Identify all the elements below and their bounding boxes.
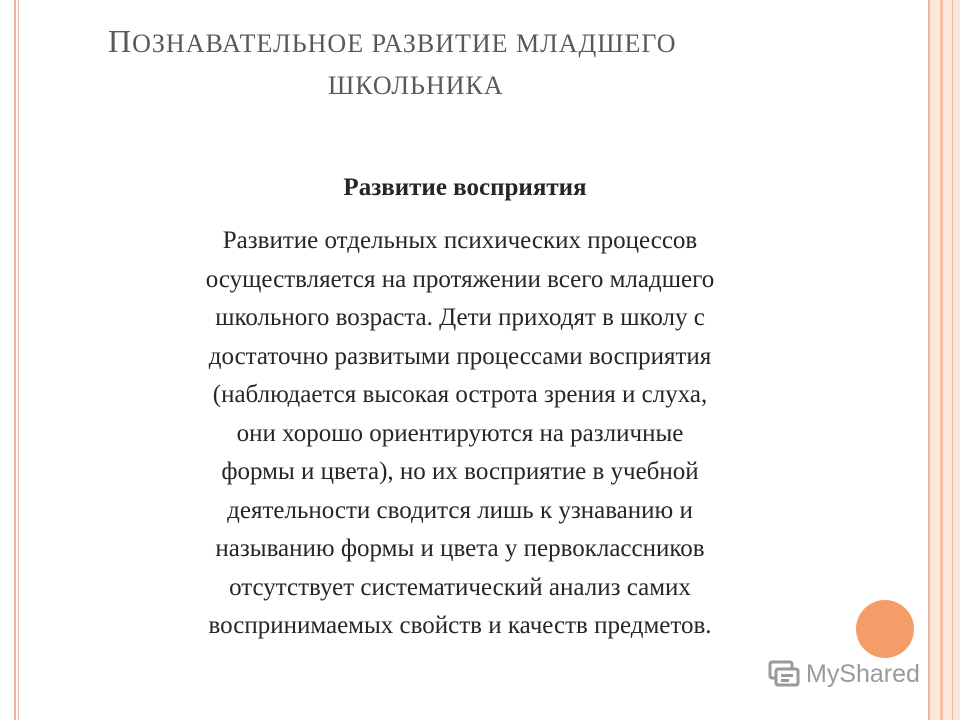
left-frame-line bbox=[14, 0, 16, 720]
body-line: школьного возраста. Дети приходят в школу с bbox=[215, 304, 705, 331]
body-line: называнию формы и цвета у первоклассников bbox=[215, 535, 705, 562]
myshared-logo-icon bbox=[768, 659, 802, 689]
right-frame-band bbox=[930, 0, 960, 720]
body-line: отсутствует систематический анализ самих bbox=[229, 573, 691, 601]
slide-body bbox=[70, 222, 850, 646]
title-initial: П bbox=[108, 23, 133, 59]
body-line: воспринимаемых свойств и качеств предметов. bbox=[208, 612, 712, 639]
body-line: достаточно развитыми процессами восприятия bbox=[208, 342, 712, 370]
slide-title bbox=[108, 20, 868, 107]
body-line: осуществляется на протяжении всего младшего bbox=[205, 265, 715, 293]
left-frame-line-thin bbox=[18, 0, 19, 720]
decorative-circle bbox=[856, 600, 914, 658]
right-frame-line bbox=[928, 0, 930, 720]
body-line: деятельности сводится лишь к узнаванию и bbox=[227, 496, 693, 524]
body-line: Развитие отдельных психических процессов bbox=[222, 227, 698, 254]
right-frame-line-mid bbox=[940, 0, 943, 720]
body-line: (наблюдается высокая острота зрения и слуха, bbox=[212, 381, 708, 408]
body-line: формы и цвета), но их восприятие в учебной bbox=[221, 458, 699, 485]
myshared-watermark[interactable] bbox=[768, 654, 920, 694]
title-line2: ШКОЛЬНИКА bbox=[328, 71, 504, 100]
title-line1: ОЗНАВАТЕЛЬНОЕ РАЗВИТИЕ МЛАДШЕГО bbox=[132, 29, 677, 58]
watermark-text: MyShared bbox=[806, 659, 920, 688]
right-frame-line-thin bbox=[952, 0, 953, 720]
body-line: они хорошо ориентируются на различные bbox=[236, 419, 684, 447]
slide-subtitle: Развитие восприятия bbox=[343, 174, 587, 201]
